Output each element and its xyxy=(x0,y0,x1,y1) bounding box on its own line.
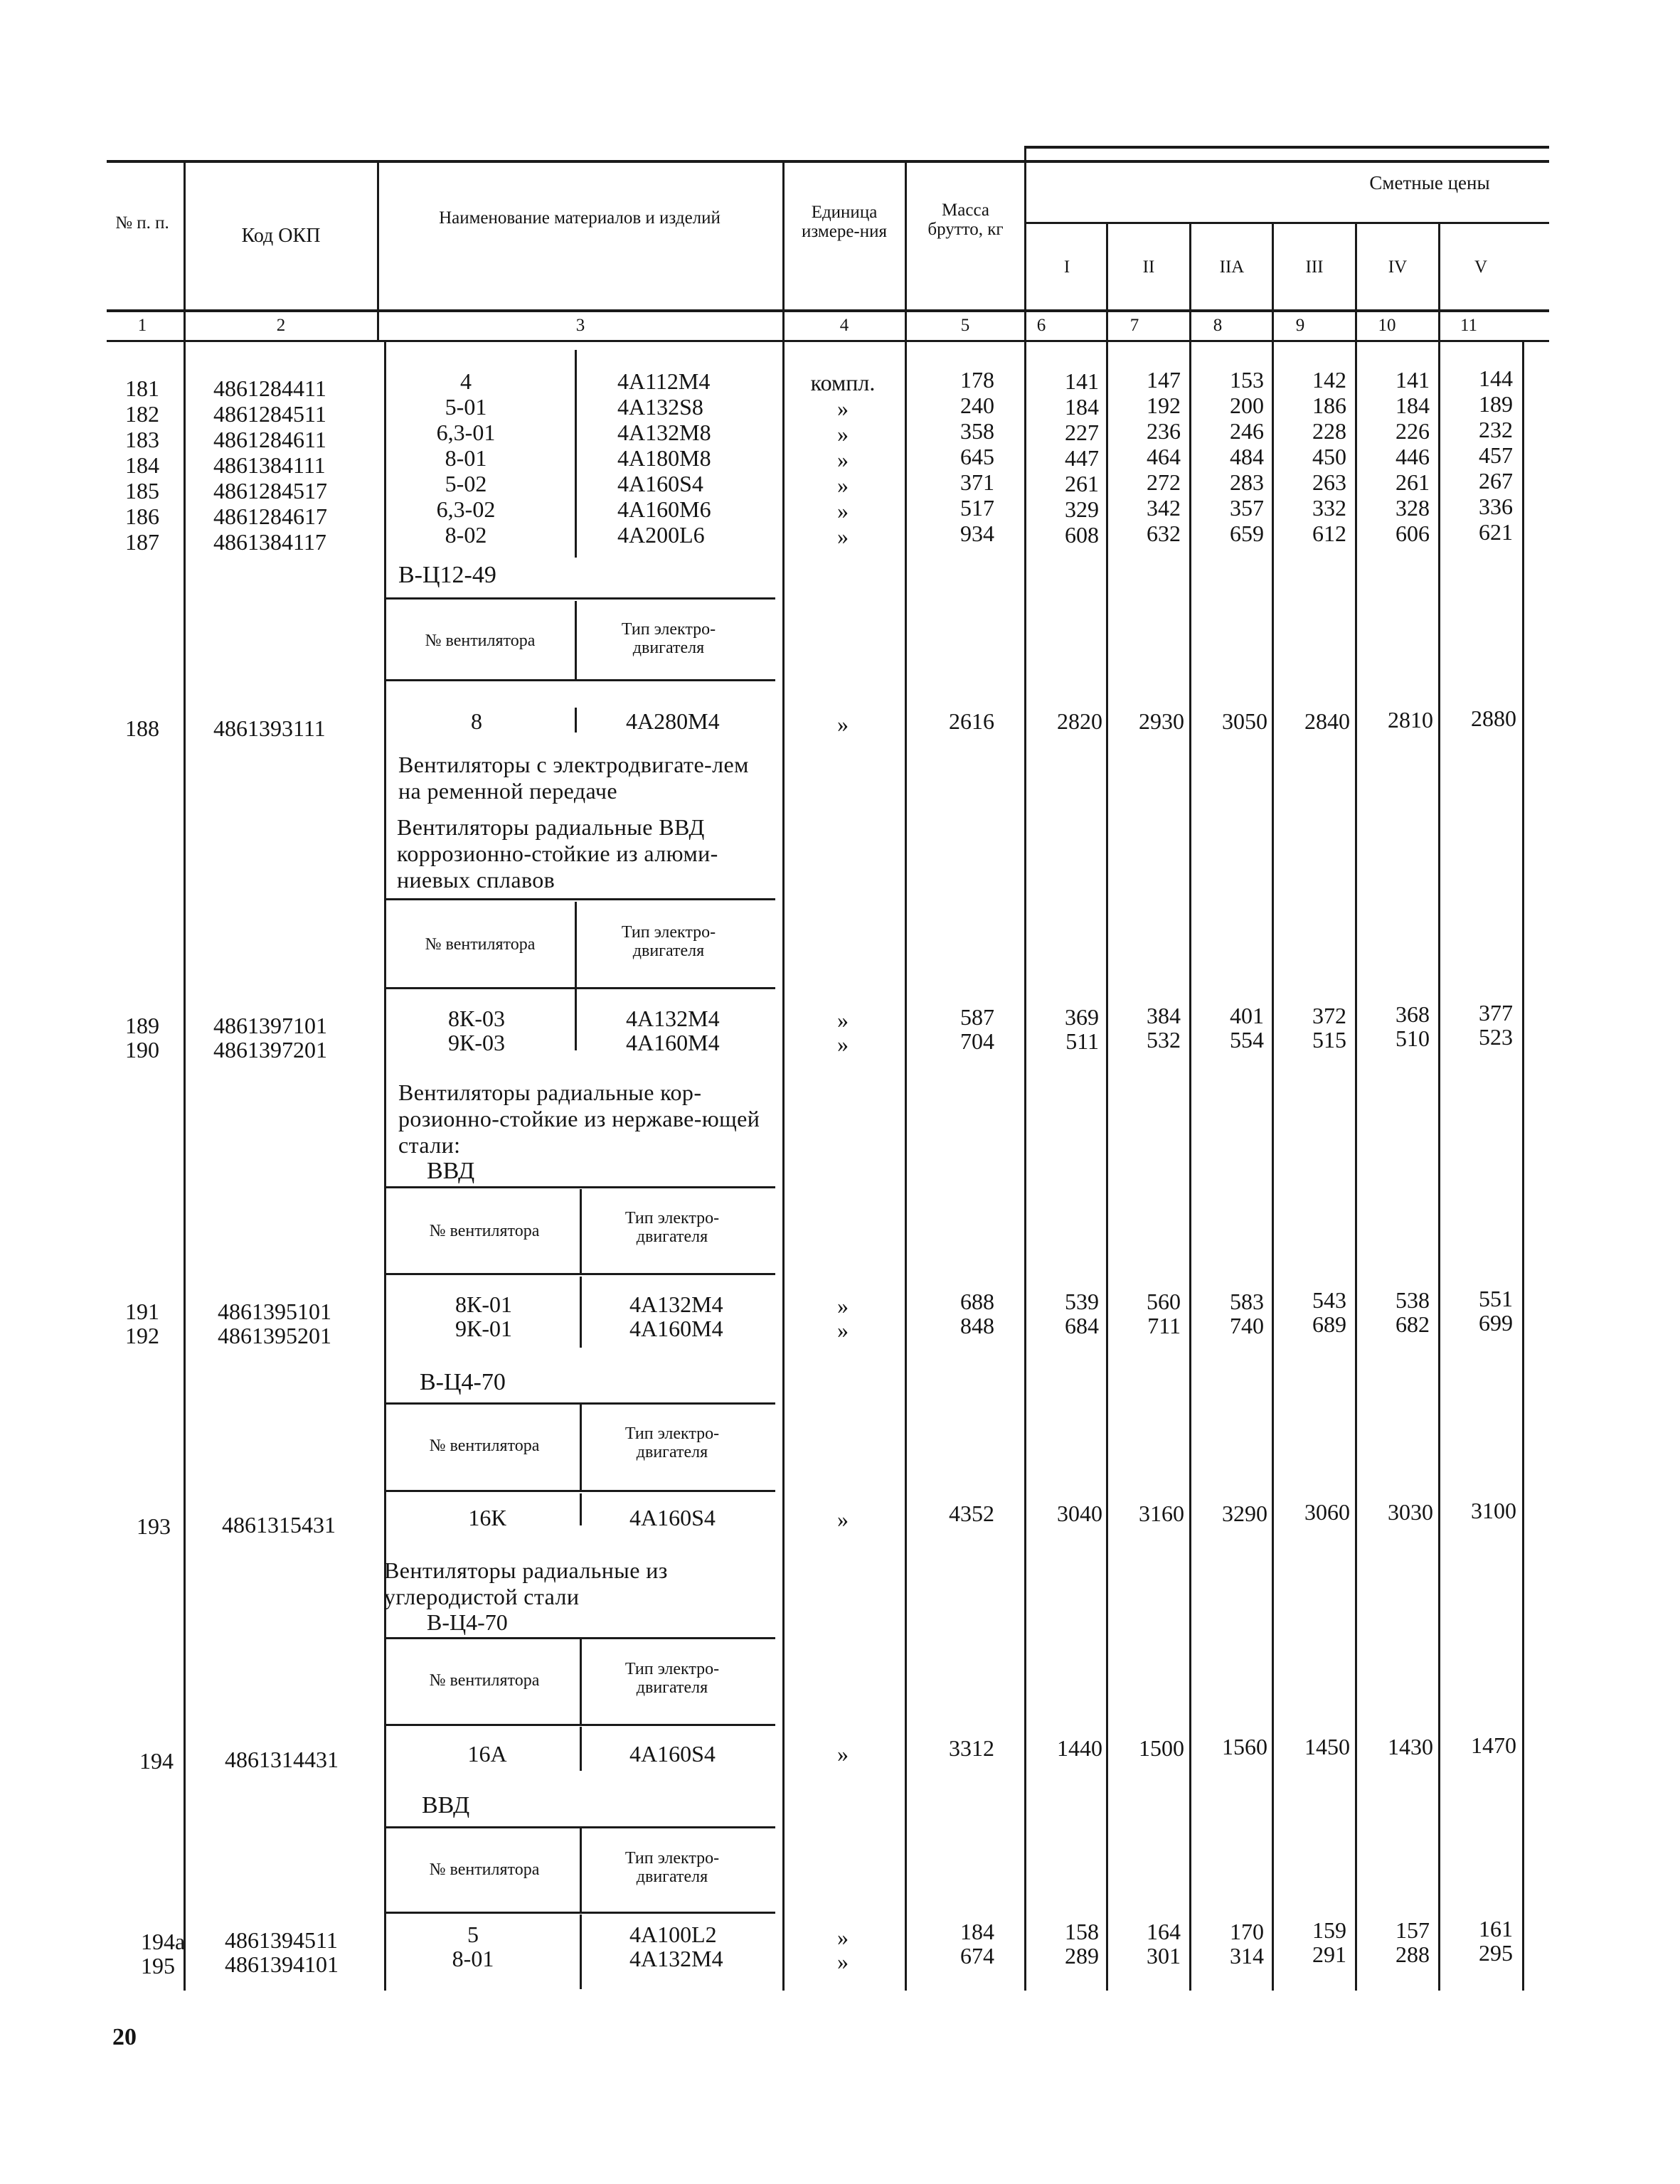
subhdr-fan: № вентилятора xyxy=(425,632,536,650)
subhdr-rule xyxy=(384,1637,775,1639)
section-text: Вентиляторы радиальные из углеродистой стали xyxy=(384,1557,668,1609)
okp-code: 4861284411 xyxy=(213,375,326,401)
price-5: 510 xyxy=(1395,1026,1430,1051)
price-2: 711 xyxy=(1147,1313,1181,1338)
motor-type: 4А112М4 xyxy=(617,368,711,394)
price-5: 368 xyxy=(1395,1001,1430,1027)
price-6: 377 xyxy=(1479,1000,1513,1026)
price-5: 328 xyxy=(1395,495,1430,521)
zone-label: III xyxy=(1305,257,1324,277)
price-6: 457 xyxy=(1479,442,1513,468)
col-number: 1 xyxy=(137,316,147,335)
price-4: 332 xyxy=(1312,495,1346,521)
row-number: 186 xyxy=(125,504,159,529)
subhdr-rule xyxy=(384,1724,775,1726)
price-4: 2840 xyxy=(1304,708,1350,734)
okp-code: 4861395101 xyxy=(218,1299,331,1324)
subhdr-rule xyxy=(384,898,775,900)
price-6: 621 xyxy=(1479,519,1513,545)
price-1: 684 xyxy=(1065,1313,1099,1338)
unit: » xyxy=(837,472,849,498)
fan-sep xyxy=(580,1828,582,1912)
price-2: 236 xyxy=(1147,418,1181,444)
price-2: 532 xyxy=(1147,1027,1181,1053)
okp-code: 4861397101 xyxy=(213,1013,327,1038)
subhdr-motor: Тип электро-двигателя xyxy=(624,1849,720,1886)
section-title: В-Ц12-49 xyxy=(398,562,496,588)
motor-type: 4А200L6 xyxy=(617,522,705,548)
motor-type: 4А160S4 xyxy=(629,1505,716,1530)
price-5: 682 xyxy=(1395,1311,1430,1337)
col-number: 7 xyxy=(1129,316,1139,335)
price-5: 141 xyxy=(1395,367,1430,393)
col-number: 9 xyxy=(1295,316,1305,335)
subhdr-rule xyxy=(384,1402,775,1405)
price-6: 144 xyxy=(1479,366,1513,391)
unit: » xyxy=(837,421,849,447)
fan-sep xyxy=(580,1277,582,1348)
row-number: 194а xyxy=(141,1929,186,1954)
price-6: 551 xyxy=(1479,1286,1513,1311)
price-2: 147 xyxy=(1147,367,1181,393)
price-4: 142 xyxy=(1312,367,1346,393)
mass: 674 xyxy=(960,1943,994,1969)
hdr-prices: Сметные цены xyxy=(1369,172,1490,193)
price-3: 583 xyxy=(1230,1289,1264,1314)
mass: 587 xyxy=(960,1004,994,1030)
col-sep xyxy=(1438,341,1440,1991)
price-2: 464 xyxy=(1147,444,1181,469)
col-sep xyxy=(1024,341,1026,1991)
price-1: 227 xyxy=(1065,420,1099,445)
subhdr-rule xyxy=(384,1273,775,1275)
okp-code: 4861284611 xyxy=(213,427,326,452)
mass: 848 xyxy=(960,1313,994,1338)
okp-code: 4861393111 xyxy=(213,715,326,741)
price-5: 288 xyxy=(1395,1941,1430,1967)
price-3: 170 xyxy=(1230,1919,1264,1944)
price-3: 200 xyxy=(1230,393,1264,418)
price-2: 2930 xyxy=(1139,708,1184,734)
hdr-sep xyxy=(1024,146,1026,341)
motor-type: 4А280М4 xyxy=(626,708,720,734)
mass: 704 xyxy=(960,1028,994,1054)
unit: » xyxy=(837,1031,849,1057)
fan-sep xyxy=(580,1639,582,1725)
unit: » xyxy=(837,1293,849,1319)
hdr-sep xyxy=(905,160,907,341)
fan-number: 9К-03 xyxy=(448,1030,505,1055)
fan-sep xyxy=(575,601,577,681)
subhdr-rule xyxy=(384,679,775,681)
row-number: 185 xyxy=(125,478,159,504)
price-2: 632 xyxy=(1147,521,1181,546)
unit: » xyxy=(837,1007,849,1033)
row-number: 192 xyxy=(125,1323,159,1348)
unit: » xyxy=(837,1924,849,1950)
col-sep xyxy=(1522,341,1524,1991)
hdr-sep xyxy=(1438,222,1440,341)
price-3: 401 xyxy=(1230,1003,1264,1028)
hdr-col1: № п. п. xyxy=(115,213,169,233)
top-rule xyxy=(107,160,1549,163)
price-4: 612 xyxy=(1312,521,1346,546)
col-sep xyxy=(1355,341,1357,1991)
fan-number: 5 xyxy=(467,1922,479,1947)
row-number: 184 xyxy=(125,452,159,478)
okp-code: 4861397201 xyxy=(213,1037,327,1062)
row-number: 189 xyxy=(125,1013,159,1038)
price-4: 291 xyxy=(1312,1941,1346,1967)
price-1: 1440 xyxy=(1057,1735,1102,1761)
subhdr-rule xyxy=(384,987,775,989)
okp-code: 4861394511 xyxy=(225,1927,338,1953)
price-3: 283 xyxy=(1230,469,1264,495)
fan-sep xyxy=(575,902,577,991)
col-number: 2 xyxy=(276,316,286,335)
mass: 3312 xyxy=(949,1735,994,1761)
colnum-bottom-rule xyxy=(107,340,1549,342)
zone-label: V xyxy=(1474,257,1488,277)
price-3: 484 xyxy=(1230,444,1264,469)
fan-number: 8-02 xyxy=(445,522,487,548)
subhdr-fan: № вентилятора xyxy=(429,1860,540,1879)
price-3: 246 xyxy=(1230,418,1264,444)
price-6: 295 xyxy=(1479,1940,1513,1966)
fan-number: 6,3-01 xyxy=(436,420,496,445)
subhdr-motor: Тип электро-двигателя xyxy=(624,1209,720,1246)
price-6: 523 xyxy=(1479,1024,1513,1050)
fan-sep xyxy=(575,990,577,1050)
fan-number: 16А xyxy=(467,1741,507,1767)
price-4: 228 xyxy=(1312,418,1346,444)
okp-code: 4861384111 xyxy=(213,452,326,478)
hdr-sep xyxy=(1272,222,1274,341)
price-5: 184 xyxy=(1395,393,1430,418)
price-4: 515 xyxy=(1312,1027,1346,1053)
price-2: 1500 xyxy=(1139,1735,1184,1761)
price-6: 336 xyxy=(1479,494,1513,519)
fan-number: 8К-03 xyxy=(448,1006,505,1031)
motor-type: 4А132М8 xyxy=(617,420,711,445)
motor-type: 4А132М4 xyxy=(629,1946,723,1971)
col-sep xyxy=(1189,341,1191,1991)
col-sep xyxy=(384,341,386,1991)
zone-label: I xyxy=(1063,257,1070,277)
hdr-sep xyxy=(1189,222,1191,341)
subhdr-fan: № вентилятора xyxy=(429,1222,540,1240)
unit: » xyxy=(837,711,849,737)
prices-rule xyxy=(1024,222,1549,224)
fan-number: 8-01 xyxy=(452,1946,494,1971)
section-text: Вентиляторы радиальные ВВД коррозионно-стойкие из алюми-ниевых сплавов xyxy=(397,814,718,893)
fan-sep xyxy=(575,708,577,733)
mass: 358 xyxy=(960,418,994,444)
price-4: 159 xyxy=(1312,1917,1346,1943)
section-text: Вентиляторы радиальные кор-розионно-стойкие из нержаве-ющей стали: xyxy=(398,1080,760,1158)
hdr-col5: Масса брутто, кг xyxy=(927,201,1004,239)
price-2: 384 xyxy=(1147,1003,1181,1028)
section-title: ВВД xyxy=(422,1792,470,1818)
unit: » xyxy=(837,395,849,421)
price-3: 153 xyxy=(1230,367,1264,393)
fan-number: 8К-01 xyxy=(455,1291,512,1317)
col-sep xyxy=(1106,341,1108,1991)
price-5: 261 xyxy=(1395,469,1430,495)
fan-number: 9К-01 xyxy=(455,1316,512,1341)
hdr-sep xyxy=(782,160,785,341)
motor-type: 4А160М6 xyxy=(617,496,711,522)
price-4: 689 xyxy=(1312,1311,1346,1337)
price-3: 357 xyxy=(1230,495,1264,521)
fan-sep xyxy=(575,350,577,558)
fan-sep xyxy=(580,1189,582,1274)
price-2: 3160 xyxy=(1139,1501,1184,1526)
header-bottom-rule xyxy=(107,309,1549,312)
price-1: 158 xyxy=(1065,1919,1099,1944)
col-number: 11 xyxy=(1460,316,1478,335)
motor-type: 4А132S8 xyxy=(617,394,703,420)
price-2: 164 xyxy=(1147,1919,1181,1944)
price-3: 314 xyxy=(1230,1943,1264,1969)
fan-number: 4 xyxy=(460,368,472,394)
price-3: 3290 xyxy=(1222,1501,1267,1526)
price-5: 226 xyxy=(1395,418,1430,444)
okp-code: 4861315431 xyxy=(222,1512,336,1538)
subhdr-fan: № вентилятора xyxy=(429,1437,540,1455)
col-sep xyxy=(905,341,907,1991)
row-number: 190 xyxy=(125,1037,159,1062)
unit: » xyxy=(837,1741,849,1767)
price-5: 606 xyxy=(1395,521,1430,546)
subhdr-motor: Тип электро-двигателя xyxy=(624,1660,720,1697)
row-number: 195 xyxy=(141,1953,175,1978)
mass: 4352 xyxy=(949,1501,994,1526)
price-5: 446 xyxy=(1395,444,1430,469)
hdr-col3: Наименование материалов и изделий xyxy=(439,208,721,228)
subhdr-rule xyxy=(384,1826,775,1828)
hdr-sep xyxy=(1106,222,1108,341)
fan-sep xyxy=(580,1405,582,1490)
section-title: В-Ц4-70 xyxy=(427,1609,508,1635)
price-3: 1560 xyxy=(1222,1734,1267,1759)
price-1: 539 xyxy=(1065,1289,1099,1314)
page-number: 20 xyxy=(112,2024,137,2050)
okp-code: 4861284517 xyxy=(213,478,327,504)
subhdr-rule xyxy=(384,1912,775,1914)
motor-type: 4А160S4 xyxy=(629,1741,716,1767)
price-4: 263 xyxy=(1312,469,1346,495)
unit: » xyxy=(837,1949,849,1974)
col-number: 3 xyxy=(575,316,585,335)
fan-number: 5-01 xyxy=(445,394,487,420)
price-6: 267 xyxy=(1479,468,1513,494)
price-1: 329 xyxy=(1065,496,1099,522)
col-number: 10 xyxy=(1378,316,1396,335)
row-number: 194 xyxy=(139,1748,174,1774)
motor-type: 4А160S4 xyxy=(617,471,703,496)
price-6: 699 xyxy=(1479,1310,1513,1336)
motor-type: 4А132М4 xyxy=(626,1006,720,1031)
row-number: 182 xyxy=(125,401,159,427)
price-6: 2880 xyxy=(1471,705,1516,731)
price-6: 161 xyxy=(1479,1916,1513,1941)
price-3: 740 xyxy=(1230,1313,1264,1338)
fan-number: 6,3-02 xyxy=(436,496,496,522)
price-1: 141 xyxy=(1065,368,1099,394)
col-sep xyxy=(1272,341,1274,1991)
subhdr-rule xyxy=(384,1186,775,1188)
price-3: 659 xyxy=(1230,521,1264,546)
hdr-col4: Единица измере-ния xyxy=(802,203,887,241)
price-1: 261 xyxy=(1065,471,1099,496)
price-1: 184 xyxy=(1065,394,1099,420)
fan-number: 5-02 xyxy=(445,471,487,496)
section-text: Вентиляторы с электродвигате-лем на ременной передаче xyxy=(398,752,749,804)
price-2: 560 xyxy=(1147,1289,1181,1314)
mass: 688 xyxy=(960,1289,994,1314)
subhdr-motor: Тип электро-двигателя xyxy=(621,620,716,657)
subhdr-rule xyxy=(384,597,775,600)
col-sep xyxy=(782,341,785,1991)
fan-number: 8 xyxy=(471,708,482,734)
price-6: 232 xyxy=(1479,417,1513,442)
price-1: 447 xyxy=(1065,445,1099,471)
zone-label: IV xyxy=(1388,257,1408,277)
price-3: 3050 xyxy=(1222,708,1267,734)
price-4: 1450 xyxy=(1304,1734,1350,1759)
row-number: 181 xyxy=(125,375,159,401)
motor-type: 4А180М8 xyxy=(617,445,711,471)
subhdr-fan: № вентилятора xyxy=(429,1671,540,1690)
price-4: 372 xyxy=(1312,1003,1346,1028)
unit: » xyxy=(837,498,849,523)
price-3: 554 xyxy=(1230,1027,1264,1053)
row-number: 183 xyxy=(125,427,159,452)
col-number: 5 xyxy=(960,316,970,335)
price-5: 1430 xyxy=(1388,1734,1433,1759)
mass: 371 xyxy=(960,469,994,495)
hdr-col2: Код ОКП xyxy=(241,225,321,247)
price-4: 3060 xyxy=(1304,1499,1350,1525)
col-number: 8 xyxy=(1213,316,1223,335)
okp-code: 4861284511 xyxy=(213,401,326,427)
hdr-sep xyxy=(184,160,186,341)
unit: компл. xyxy=(810,370,876,395)
price-4: 543 xyxy=(1312,1287,1346,1313)
subhdr-motor: Тип электро-двигателя xyxy=(624,1424,720,1461)
fan-number: 8-01 xyxy=(445,445,487,471)
section-title: В-Ц4-70 xyxy=(420,1369,506,1395)
unit: » xyxy=(837,1506,849,1532)
price-6: 3100 xyxy=(1471,1498,1516,1523)
price-1: 289 xyxy=(1065,1943,1099,1969)
header-rule-top xyxy=(1024,146,1549,149)
mass: 178 xyxy=(960,367,994,393)
motor-type: 4А132М4 xyxy=(629,1291,723,1317)
price-2: 192 xyxy=(1147,393,1181,418)
price-2: 301 xyxy=(1147,1943,1181,1969)
mass: 645 xyxy=(960,444,994,469)
row-number: 193 xyxy=(137,1513,171,1539)
hdr-sep xyxy=(1355,222,1357,341)
price-5: 538 xyxy=(1395,1287,1430,1313)
mass: 517 xyxy=(960,495,994,521)
price-1: 608 xyxy=(1065,522,1099,548)
mass: 934 xyxy=(960,521,994,546)
price-1: 2820 xyxy=(1057,708,1102,734)
price-5: 3030 xyxy=(1388,1499,1433,1525)
row-number: 187 xyxy=(125,529,159,555)
mass: 240 xyxy=(960,393,994,418)
fan-sep xyxy=(580,1727,582,1771)
price-2: 342 xyxy=(1147,495,1181,521)
price-6: 189 xyxy=(1479,391,1513,417)
mass: 184 xyxy=(960,1919,994,1944)
price-5: 157 xyxy=(1395,1917,1430,1943)
price-1: 3040 xyxy=(1057,1501,1102,1526)
unit: » xyxy=(837,1317,849,1343)
okp-code: 4861395201 xyxy=(218,1323,331,1348)
price-6: 1470 xyxy=(1471,1732,1516,1758)
mass: 2616 xyxy=(949,708,994,734)
motor-type: 4А100L2 xyxy=(629,1922,717,1947)
price-1: 511 xyxy=(1065,1028,1099,1054)
price-4: 186 xyxy=(1312,393,1346,418)
row-number: 191 xyxy=(125,1299,159,1324)
col-number: 4 xyxy=(839,316,849,335)
col-number: 6 xyxy=(1036,316,1046,335)
unit: » xyxy=(837,523,849,549)
okp-code: 4861314431 xyxy=(225,1747,339,1772)
section-title: ВВД xyxy=(427,1158,475,1184)
col-sep xyxy=(184,341,186,1991)
subhdr-motor: Тип электро-двигателя xyxy=(621,923,716,960)
okp-code: 4861394101 xyxy=(225,1951,339,1977)
price-5: 2810 xyxy=(1388,707,1433,733)
fan-number: 16К xyxy=(468,1505,506,1530)
subhdr-rule xyxy=(384,1490,775,1492)
unit: » xyxy=(837,447,849,472)
zone-label: II xyxy=(1142,257,1155,277)
okp-code: 4861284617 xyxy=(213,504,327,529)
fan-sep xyxy=(580,1914,582,1989)
price-4: 450 xyxy=(1312,444,1346,469)
motor-type: 4А160М4 xyxy=(629,1316,723,1341)
row-number: 188 xyxy=(125,715,159,741)
motor-type: 4А160М4 xyxy=(626,1030,720,1055)
price-1: 369 xyxy=(1065,1004,1099,1030)
zone-label: IIА xyxy=(1219,257,1245,277)
okp-code: 4861384117 xyxy=(213,529,326,555)
fan-sep xyxy=(580,1493,582,1525)
hdr-sep xyxy=(377,160,379,341)
price-2: 272 xyxy=(1147,469,1181,495)
subhdr-fan: № вентилятора xyxy=(425,935,536,954)
